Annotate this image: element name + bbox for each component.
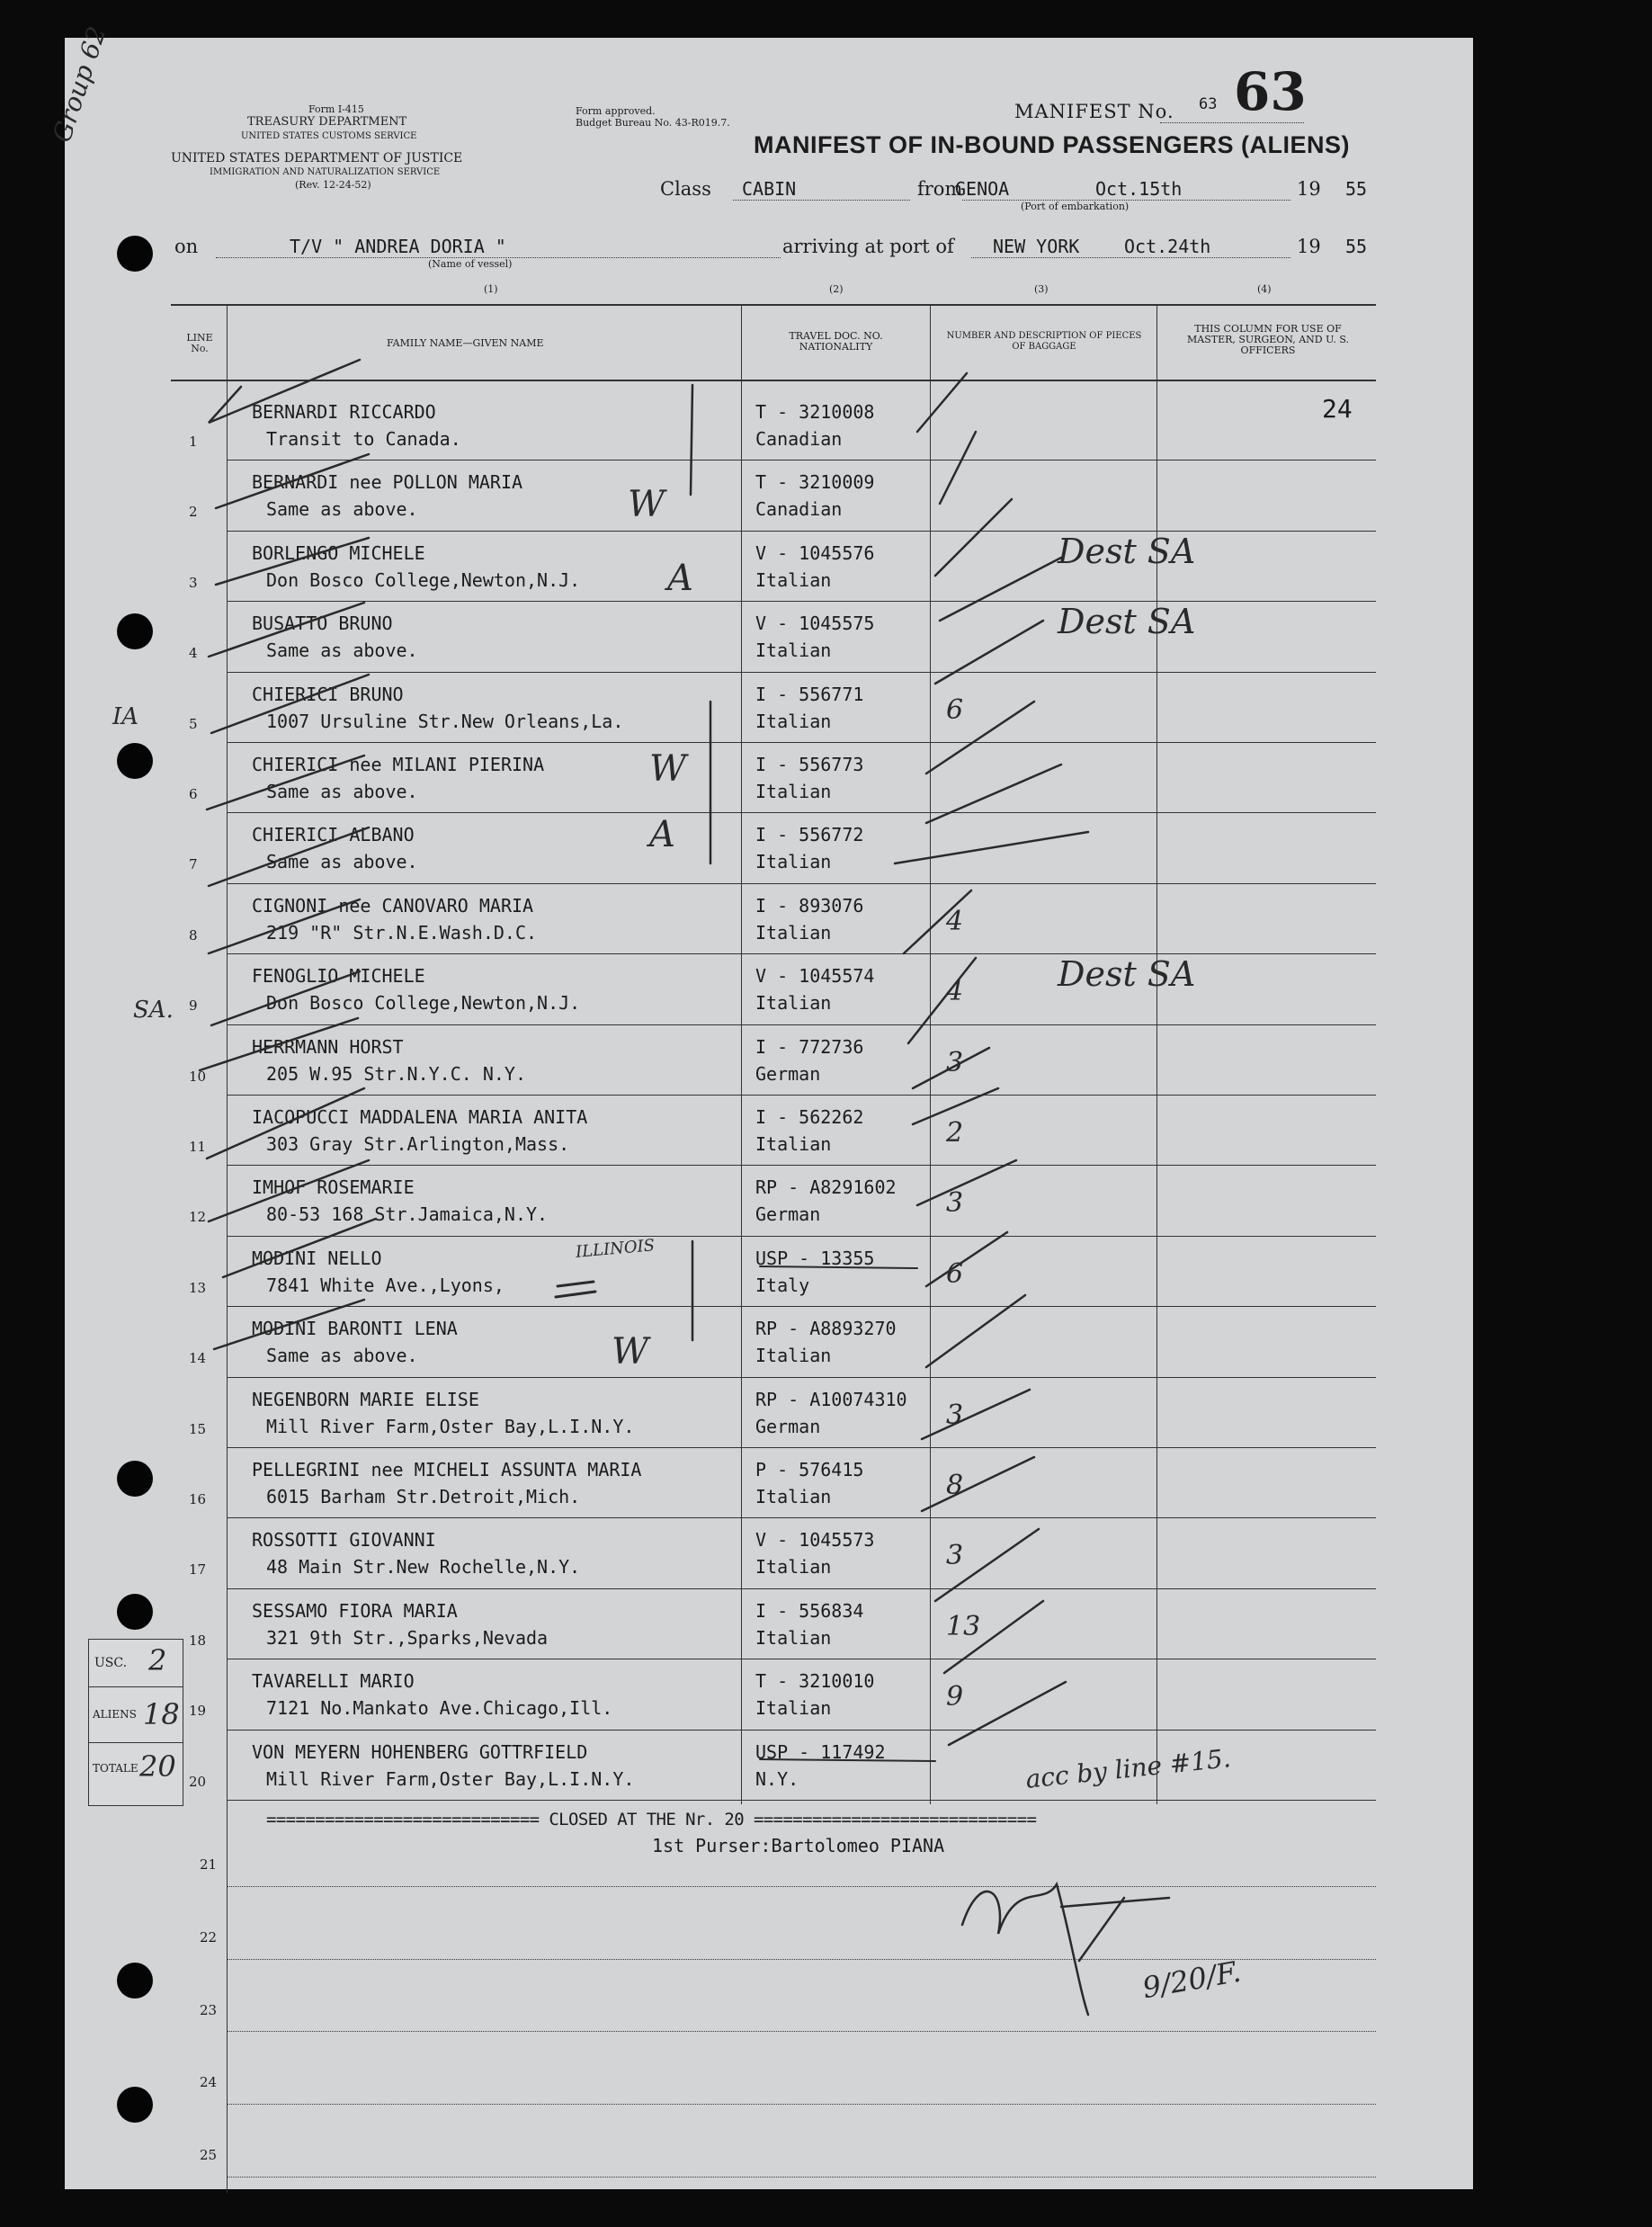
- baggage-count: 2: [946, 1117, 964, 1149]
- line-number: 23: [200, 2001, 218, 2018]
- arrival-port: NEW YORK: [993, 236, 1080, 257]
- class-label: Class: [660, 178, 711, 200]
- baggage-count: 4: [946, 976, 964, 1008]
- closing-line: ============================ CLOSED AT THE Nr. 20 =============================: [266, 1810, 1037, 1829]
- passenger-address: Don Bosco College,Newton,N.J.: [266, 992, 581, 1015]
- line-number: 1: [189, 434, 198, 450]
- line-number: 14: [189, 1350, 207, 1367]
- travel-doc-number: USP - 117492: [755, 1740, 886, 1763]
- baggage-count: 4: [946, 905, 964, 937]
- passenger-address: 6015 Barham Str.Detroit,Mich.: [266, 1486, 581, 1507]
- manifest-no-stamp: 63: [1234, 61, 1307, 122]
- line-number: 16: [189, 1491, 207, 1507]
- vessel-name: T/V " ANDREA DORIA ": [290, 236, 506, 257]
- from-date: Oct.15th: [1095, 178, 1183, 200]
- annotation-acc: acc by line #15.: [1023, 1743, 1233, 1794]
- annotation-initials: 9/20/F.: [1139, 1954, 1244, 2006]
- nationality: Canadian: [755, 498, 843, 521]
- passenger-name: CIGNONI nee CANOVARO MARIA: [252, 894, 534, 917]
- passenger-name: BERNARDI RICCARDO: [252, 401, 436, 423]
- column-number-3: (3): [1034, 283, 1049, 295]
- passenger-name: CHIERICI ALBANO: [252, 824, 415, 846]
- passenger-name: FENOGLIO MICHELE: [252, 965, 425, 988]
- from-label: from: [917, 178, 963, 200]
- travel-doc-number: I - 556771: [755, 683, 864, 705]
- margin-ia-note: IA: [112, 703, 139, 730]
- passenger-address: Same as above.: [266, 639, 418, 662]
- line-number: 22: [200, 1928, 218, 1945]
- line-number: 5: [189, 715, 198, 732]
- line-number: 25: [200, 2147, 218, 2164]
- vessel-caption: (Name of vessel): [428, 258, 513, 270]
- nationality: Canadian: [755, 428, 843, 450]
- passenger-name: SESSAMO FIORA MARIA: [252, 1599, 458, 1622]
- passenger-name: IMHOF ROSEMARIE: [252, 1176, 415, 1199]
- header-name: FAMILY NAME—GIVEN NAME: [387, 337, 544, 349]
- passenger-address: Transit to Canada.: [266, 428, 461, 450]
- annotation-illinois: ILLINOIS: [575, 1236, 656, 1262]
- baggage-count: 3: [946, 1540, 964, 1572]
- column-number-2: (2): [829, 283, 844, 295]
- annotation-w-3: W: [612, 1331, 649, 1373]
- port-of-embarkation-caption: (Port of embarkation): [1021, 201, 1130, 212]
- passenger-name: MODINI NELLO: [252, 1247, 382, 1269]
- header-line-no: LINE No.: [186, 332, 213, 354]
- travel-doc-number: RP - A10074310: [755, 1388, 907, 1410]
- nationality: Italian: [755, 1486, 832, 1507]
- column-number-4: (4): [1257, 283, 1272, 295]
- officer-note: Dest SA: [1058, 531, 1196, 571]
- line-number: 20: [189, 1773, 207, 1790]
- column-number-1: (1): [484, 283, 498, 295]
- travel-doc-number: I - 562262: [755, 1106, 864, 1128]
- treasury-dept: TREASURY DEPARTMENT: [247, 115, 407, 129]
- travel-doc-number: I - 556834: [755, 1599, 864, 1622]
- nationality: German: [755, 1203, 821, 1226]
- nationality: N.Y.: [755, 1767, 799, 1790]
- travel-doc-number: T - 3210010: [755, 1670, 875, 1693]
- form-approved: Form approved.: [576, 105, 656, 117]
- travel-doc-number: T - 3210009: [755, 471, 875, 494]
- passenger-name: NEGENBORN MARIE ELISE: [252, 1388, 479, 1410]
- passenger-address: Don Bosco College,Newton,N.J.: [266, 568, 581, 591]
- line-number: 6: [189, 786, 198, 802]
- passenger-address: Same as above.: [266, 851, 418, 873]
- nationality: German: [755, 1062, 821, 1085]
- officer-note: Dest SA: [1058, 954, 1196, 995]
- tally-aliens-value: 18: [143, 1697, 180, 1731]
- nationality: Italian: [755, 1556, 832, 1579]
- passenger-name: PELLEGRINI nee MICHELI ASSUNTA MARIA: [252, 1459, 642, 1480]
- travel-doc-number: T - 3210008: [755, 401, 875, 423]
- class-value: CABIN: [742, 178, 797, 200]
- tally-box: [88, 1639, 183, 1806]
- travel-doc-number: I - 893076: [755, 894, 864, 917]
- form-number: Form I-415: [308, 103, 364, 115]
- officer-note: Dest SA: [1058, 602, 1196, 642]
- line-number: 21: [200, 1856, 218, 1873]
- passenger-name: VON MEYERN HOHENBERG GOTTRFIELD: [252, 1740, 588, 1763]
- annotation-w-2: W: [649, 748, 687, 790]
- line-number: 2: [189, 504, 198, 521]
- passenger-address: 219 "R" Str.N.E.Wash.D.C.: [266, 921, 538, 944]
- arriving-label: arriving at port of: [782, 236, 954, 257]
- passenger-address: 1007 Ursuline Str.New Orleans,La.: [266, 710, 624, 732]
- header-travel-doc: TRAVEL DOC. NO. NATIONALITY: [789, 330, 883, 353]
- nationality: Italian: [755, 1697, 832, 1720]
- line-number: 11: [189, 1139, 207, 1155]
- travel-doc-number: P - 576415: [755, 1459, 864, 1480]
- travel-doc-number: RP - A8893270: [755, 1318, 897, 1340]
- baggage-count: 8: [946, 1470, 964, 1501]
- passenger-address: Mill River Farm,Oster Bay,L.I.N.Y.: [266, 1415, 635, 1437]
- nationality: Italian: [755, 851, 832, 873]
- nationality: Italian: [755, 1345, 832, 1367]
- baggage-count: 3: [946, 1046, 964, 1078]
- passenger-address: 205 W.95 Str.N.Y.C. N.Y.: [266, 1062, 526, 1085]
- travel-doc-number: USP - 13355: [755, 1247, 875, 1269]
- tally-usc-label: USC.: [94, 1656, 128, 1670]
- baggage-count: 3: [946, 1187, 964, 1220]
- line-number: 3: [189, 574, 198, 591]
- nationality: Italian: [755, 921, 832, 944]
- margin-group-note: Group 62: [47, 22, 112, 147]
- baggage-count: 6: [946, 1257, 964, 1290]
- passenger-address: Same as above.: [266, 1345, 418, 1367]
- passenger-name: HERRMANN HORST: [252, 1035, 404, 1058]
- officer-note: 24: [1322, 394, 1353, 424]
- travel-doc-number: V - 1045575: [755, 613, 875, 635]
- nationality: Italian: [755, 568, 832, 591]
- passenger-address: Same as above.: [266, 498, 418, 521]
- baggage-count: 13: [946, 1610, 981, 1642]
- baggage-count: 3: [946, 1399, 964, 1431]
- travel-doc-number: I - 772736: [755, 1035, 864, 1058]
- nationality: Italian: [755, 992, 832, 1015]
- passenger-address: Same as above.: [266, 781, 418, 802]
- passenger-name: MODINI BARONTI LENA: [252, 1318, 458, 1340]
- tally-usc-value: 2: [148, 1643, 167, 1677]
- line-number: 24: [200, 2074, 218, 2091]
- justice-dept: UNITED STATES DEPARTMENT OF JUSTICE: [171, 151, 463, 165]
- passenger-address: 80-53 168 Str.Jamaica,N.Y.: [266, 1203, 549, 1226]
- year-prefix-2: 19: [1297, 236, 1321, 257]
- manifest-no-label: MANIFEST No.: [1014, 101, 1174, 122]
- year-value-2: 55: [1345, 236, 1368, 257]
- header-baggage: NUMBER AND DESCRIPTION OF PIECES OF BAGGAGE: [946, 331, 1142, 352]
- travel-doc-number: V - 1045574: [755, 965, 875, 988]
- line-number: 9: [189, 997, 198, 1015]
- passenger-address: 303 Gray Str.Arlington,Mass.: [266, 1133, 570, 1155]
- passenger-name: ROSSOTTI GIOVANNI: [252, 1529, 436, 1552]
- nationality: Italian: [755, 710, 832, 732]
- passenger-name: TAVARELLI MARIO: [252, 1670, 415, 1693]
- line-number: 15: [189, 1420, 207, 1437]
- nationality: Italian: [755, 1133, 832, 1155]
- manifest-no-typed: 63: [1199, 95, 1218, 113]
- nationality: Italian: [755, 1626, 832, 1649]
- passenger-name: IACOPUCCI MADDALENA MARIA ANITA: [252, 1106, 588, 1128]
- passenger-name: CHIERICI nee MILANI PIERINA: [252, 754, 545, 775]
- year-prefix-1: 19: [1297, 178, 1321, 200]
- header-officers: THIS COLUMN FOR USE OF MASTER, SURGEON, AND U. S. OFFICERS: [1186, 323, 1349, 356]
- customs-service: UNITED STATES CUSTOMS SERVICE: [241, 131, 417, 141]
- tally-total-label: TOTALE: [93, 1762, 138, 1775]
- travel-doc-number: V - 1045573: [755, 1529, 875, 1552]
- baggage-count: 6: [946, 693, 964, 726]
- passenger-name: BORLENGO MICHELE: [252, 541, 425, 564]
- nationality: Italian: [755, 781, 832, 802]
- baggage-count: 9: [946, 1681, 964, 1713]
- travel-doc-number: V - 1045576: [755, 541, 875, 564]
- line-number: 7: [189, 856, 198, 873]
- on-label: on: [174, 236, 199, 257]
- passenger-address: 321 9th Str.,Sparks,Nevada: [266, 1626, 549, 1649]
- travel-doc-number: I - 556772: [755, 824, 864, 846]
- nationality: German: [755, 1415, 821, 1437]
- nationality: Italian: [755, 639, 832, 662]
- year-value-1: 55: [1345, 178, 1368, 200]
- annotation-a-1: A: [667, 558, 693, 599]
- from-value: GENOA: [955, 178, 1010, 200]
- passenger-address: 7121 No.Mankato Ave.Chicago,Ill.: [266, 1697, 613, 1720]
- passenger-address: 48 Main Str.New Rochelle,N.Y.: [266, 1556, 581, 1579]
- passenger-name: BERNARDI nee POLLON MARIA: [252, 471, 523, 494]
- nationality: Italy: [755, 1274, 810, 1296]
- margin-sa-note: SA.: [133, 997, 174, 1024]
- tally-aliens-label: ALIENS: [93, 1708, 137, 1721]
- annotation-a-2: A: [649, 814, 675, 855]
- travel-doc-number: RP - A8291602: [755, 1176, 897, 1199]
- line-number: 13: [189, 1279, 207, 1296]
- annotation-w-1: W: [628, 484, 665, 525]
- manifest-title: MANIFEST OF IN-BOUND PASSENGERS (ALIENS): [754, 131, 1351, 158]
- line-number: 8: [189, 926, 198, 944]
- line-number: 10: [189, 1068, 207, 1085]
- form-revision: (Rev. 12-24-52): [295, 179, 371, 191]
- line-number: 18: [189, 1632, 207, 1649]
- line-number: 4: [189, 645, 198, 662]
- line-number: 12: [189, 1209, 207, 1226]
- line-number: 17: [189, 1561, 207, 1579]
- travel-doc-number: I - 556773: [755, 754, 864, 775]
- budget-bureau: Budget Bureau No. 43-R019.7.: [576, 117, 730, 129]
- passenger-name: BUSATTO BRUNO: [252, 613, 393, 635]
- passenger-address: 7841 White Ave.,Lyons,: [266, 1274, 505, 1296]
- passenger-address: Mill River Farm,Oster Bay,L.I.N.Y.: [266, 1767, 635, 1790]
- passenger-name: CHIERICI BRUNO: [252, 683, 404, 705]
- purser-line: 1st Purser:Bartolomeo PIANA: [652, 1835, 945, 1856]
- ins-service: IMMIGRATION AND NATURALIZATION SERVICE: [210, 167, 441, 177]
- line-number: 19: [189, 1703, 207, 1720]
- arrival-date: Oct.24th: [1124, 236, 1211, 257]
- tally-total-value: 20: [139, 1749, 176, 1784]
